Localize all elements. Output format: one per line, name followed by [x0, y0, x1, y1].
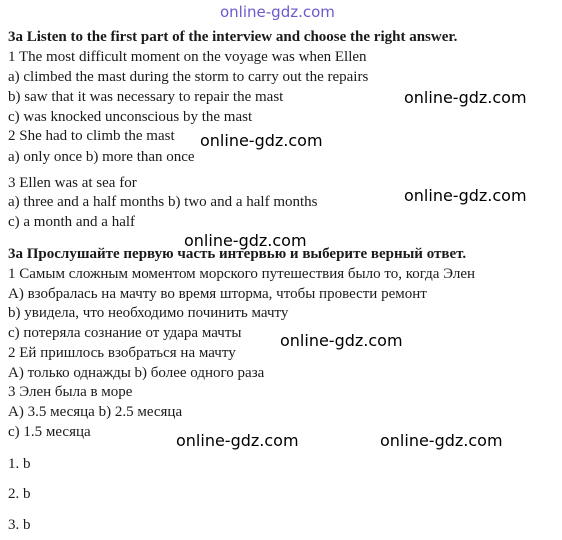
russian-q1-option-b: b) увидела, что необходимо починить мачту: [8, 305, 289, 321]
english-heading: 3a Listen to the first part of the interview and choose the right answer.: [8, 29, 458, 45]
watermark: online-gdz.com: [280, 331, 403, 350]
english-q1-option-c: c) was knocked unconscious by the mast: [8, 109, 253, 125]
watermark: online-gdz.com: [380, 431, 503, 450]
english-q3-option-c: c) a month and a half: [8, 214, 136, 230]
russian-question-2: 2 Ей пришлось взобраться на мачту: [8, 345, 236, 361]
russian-q1-option-a: А) взобралась на мачту во время шторма, чтобы провести ремонт: [8, 286, 427, 302]
russian-q1-option-c: c) потеряла сознание от удара мачты: [8, 325, 242, 341]
answer-3: 3. b: [8, 517, 31, 533]
watermark: online-gdz.com: [404, 88, 527, 107]
english-question-2: 2 She had to climb the mast: [8, 128, 175, 144]
english-question-1: 1 The most difficult moment on the voyage was when Ellen: [8, 49, 367, 65]
russian-q2-options: А) только однажды b) более одного раза: [8, 365, 265, 381]
russian-heading: 3a Прослушайте первую часть интервью и выберите верный ответ.: [8, 246, 467, 262]
english-q3-options-ab: a) three and a half months b) two and a half months: [8, 194, 318, 210]
watermark: online-gdz.com: [184, 231, 307, 250]
russian-q3-options-ab: А) 3.5 месяца b) 2.5 месяца: [8, 404, 183, 420]
english-q1-option-b: b) saw that it was necessary to repair the mast: [8, 89, 284, 105]
russian-question-3: 3 Элен была в море: [8, 384, 133, 400]
english-q2-options: a) only once b) more than once: [8, 149, 195, 165]
watermark-top: online-gdz.com: [220, 3, 335, 21]
english-question-3: 3 Ellen was at sea for: [8, 175, 137, 191]
watermark: online-gdz.com: [404, 186, 527, 205]
answer-1: 1. b: [8, 456, 31, 472]
watermark: online-gdz.com: [200, 131, 323, 150]
watermark: online-gdz.com: [176, 431, 299, 450]
english-q1-option-a: a) climbed the mast during the storm to carry out the repairs: [8, 69, 369, 85]
russian-question-1: 1 Самым сложным моментом морского путешествия было то, когда Элен: [8, 266, 476, 282]
russian-q3-option-c: c) 1.5 месяца: [8, 424, 91, 440]
answer-2: 2. b: [8, 486, 31, 502]
